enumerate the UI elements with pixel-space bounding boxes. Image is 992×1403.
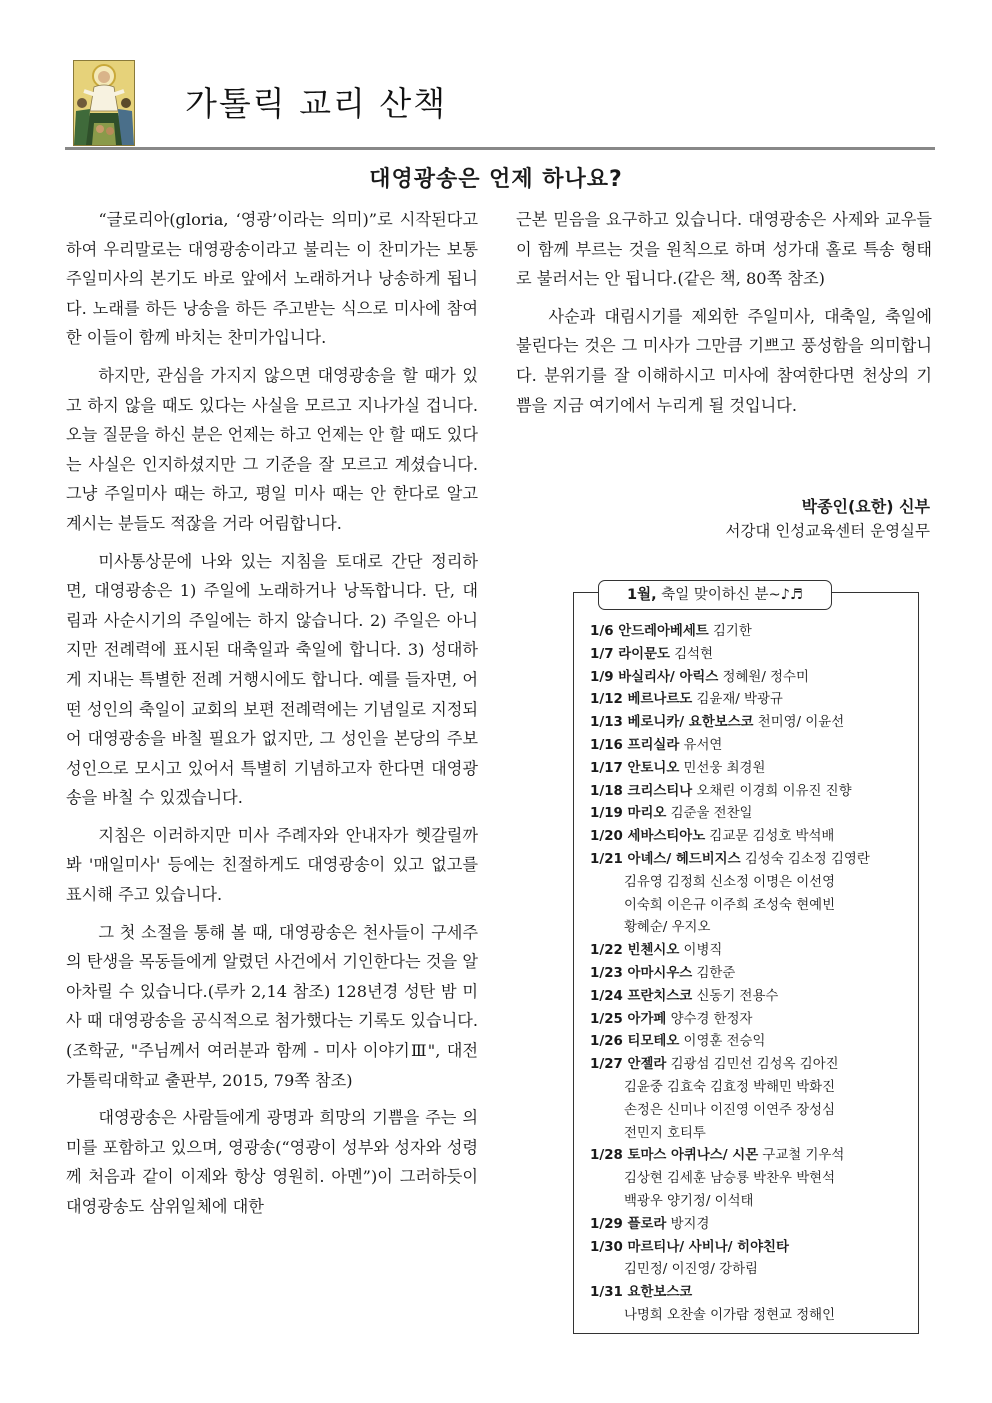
feast-entry [590,689,910,712]
celebrant-names: 신동기 전용수 [692,988,779,1004]
section-title: 가톨릭 교리 산책 [185,84,448,123]
feast-date: 1/20 [590,829,628,845]
feast-date: 1/13 [590,715,628,731]
celebrant-names: 김광섬 김민선 김성옥 김아진 [666,1057,839,1073]
celebrant-names: 김준울 전찬일 [666,806,753,822]
saint-name: 플로라 [627,1216,667,1232]
saint-name: 크리스티나 [627,783,693,799]
feast-entry [590,1145,910,1168]
celebrant-names: 천미영/ 이윤선 [753,715,845,731]
celebrant-names: 방지경 [666,1216,710,1232]
feast-entry [590,1237,910,1260]
celebrant-names: 양수경 한정자 [666,1011,753,1027]
celebrant-names-continued: 김민정/ 이진영/ 강하림 [624,1262,758,1278]
celebrant-names-continued: 전민지 호티투 [624,1125,706,1141]
author-name: 박종인(요한) 신부 [801,497,930,516]
feast-entry [590,1054,910,1077]
celebrant-names-continued: 김유영 김정희 신소정 이명은 이선영 [624,874,836,890]
celebrant-names: 이병직 [679,943,723,959]
feast-date: 1/27 [590,1057,628,1073]
feast-date: 1/30 [590,1239,628,1255]
saint-name: 아마시우스 [627,965,693,981]
feast-entry [590,1031,910,1054]
feast-date: 1/12 [590,692,628,708]
celebrant-names: 정혜원/ 정수미 [718,669,809,685]
article-paragraph: 사순과 대림시기를 제외한 주일미사, 대축일, 축일에 불린다는 것은 그 미사가 그만큼 기쁘고 풍성함을 의미합니다. 분위기를 잘 이해하시고 미사에 참여한다면 천상의 기쁨을 지금 여기에서 누리게 될 것입니다. [516,306,932,415]
saint-name: 바실리사/ 아릭스 [618,669,719,685]
saint-name: 베르나르도 [627,692,693,708]
feast-date: 1/17 [590,760,628,776]
article-paragraph: 미사통상문에 나와 있는 지침을 토대로 간단 정리하면, 대영광송은 1) 주일에 노래하거나 낭독합니다. 단, 대림과 사순시기의 주일에는 하지 않습니다. 2) 주일은 아니지만 전례력에 표시된 대축일과 축일에 합니다. 3) 성대하게 지내는 특별한 전례 거행시에도 합니다. 예를 들자면, 어떤 성인의 축일이 교회의 보편 전례력에는 기념일로 지정되어 대영광송을 바칠 필요가 없지만, 그 성인을 본당의 주보성인으로 모시고 있어서 특별히 기념하고자 한다면 대영광송을 바칠 수 있겠습니다. [66,551,478,808]
saint-name: 마리오 [627,806,667,822]
christ-illustration-logo [73,60,135,146]
feast-entry [590,826,910,849]
saint-name: 안토니오 [627,760,680,776]
feast-date: 1/16 [590,737,628,753]
celebrant-names-continued: 김상현 김세훈 남승룡 박찬우 박현석 [624,1171,836,1187]
saint-name: 요한보스코 [627,1285,693,1301]
feast-date: 1/28 [590,1148,628,1164]
page-header [73,60,935,150]
saint-name: 세바스티아노 [627,829,706,845]
feast-entry [590,963,910,986]
celebrant-names-continued: 김윤중 김효숙 김효정 박해민 박화진 [624,1079,836,1095]
feast-entry [590,803,910,826]
feast-date: 1/25 [590,1011,628,1027]
feast-entry [590,621,910,644]
celebrant-names: 오채린 이경희 이유진 진향 [692,783,852,799]
feast-box-caption: 축일 맞이하신 분~♪♬ [656,587,803,603]
article-column-left [66,205,478,1222]
feast-entry [590,1282,910,1305]
saint-name: 프리실라 [627,737,680,753]
article-paragraph: 지침은 이러하지만 미사 주례자와 안내자가 헷갈릴까 봐 '매일미사' 등에는 친절하게도 대영광송이 있고 없고를 표시해 주고 있습니다. [66,825,478,905]
feast-entry [590,644,910,667]
feast-date: 1/23 [590,965,628,981]
saint-name: 티모테오 [627,1034,680,1050]
celebrant-names: 구교철 기우석 [758,1148,845,1164]
article-paragraph: 그 첫 소절을 통해 볼 때, 대영광송은 천사들이 구세주의 탄생을 목동들에게 알렸던 사건에서 기인한다는 것을 알아차릴 수 있습니다.(루카 2,14 참조) 128년경 성탄 밤 미사 때 대영광송을 공식적으로 첨가했다는 기록도 있습니다.(조학균, "주님께서 여러분과 함께 - 미사 이야기Ⅲ", 대전가톨릭대학교 출판부, 2015, 79쪽 참조) [66,922,478,1090]
feast-entry [590,667,910,690]
celebrant-names: 김기한 [708,624,752,639]
celebrant-names: 유서연 [679,737,723,753]
article-column-right [516,205,932,420]
feast-date: 1/6 [590,624,619,639]
celebrant-names: 김교문 김성호 박석배 [705,829,835,845]
feast-date: 1/18 [590,783,628,799]
celebrant-names: 김성숙 김소정 김영란 [740,851,870,867]
celebrant-names: 김석현 [669,646,713,662]
header-divider [65,147,935,150]
article-paragraph: “글로리아(gloria, ‘영광’이라는 의미)”로 시작된다고 하여 우리말로는 대영광송이라고 불리는 이 찬미가는 보통 주일미사의 본기도 바로 앞에서 노래하거나 낭송하게 됩니다. 노래를 하든 낭송을 하든 주고받는 식으로 미사에 참여한 이들이 함께 바치는 찬미가입니다. [66,210,478,348]
feast-entry [590,1009,910,1032]
celebrant-names-continued: 나명희 오찬솔 이가람 정현교 정해인 [624,1307,836,1323]
feast-date: 1/29 [590,1216,628,1232]
celebrant-names: 이영훈 전승익 [679,1034,766,1050]
saint-name: 빈첸시오 [627,943,680,959]
feast-entry [590,940,910,963]
feast-entry [590,758,910,781]
feast-date: 1/22 [590,943,628,959]
celebrant-names: 민선웅 최경원 [679,760,766,776]
article-paragraph: 대영광송은 사람들에게 광명과 희망의 기쁨을 주는 의미를 포함하고 있으며, 영광송(“영광이 성부와 성자와 성령께 처음과 같이 이제와 항상 영원히. 아멘”)이 그러하듯이 대영광송도 삼위일체에 대한 [66,1108,478,1216]
celebrant-names: 김윤재/ 박광규 [692,692,783,708]
saint-name: 아가페 [627,1011,667,1027]
feast-box-month: 1월, [627,587,657,603]
saint-name: 마르티나/ 사비나/ 히야친타 [627,1239,789,1255]
feast-entry [590,986,910,1009]
feast-date: 1/21 [590,851,628,867]
feast-entry [590,781,910,804]
article-paragraph: 하지만, 관심을 가지지 않으면 대영광송을 할 때가 있고 하지 않을 때도 있다는 사실을 모르고 지나가실 겁니다. 오늘 질문을 하신 분은 언제는 하고 언제는 안 할 때도 있다는 사실은 인지하셨지만 그 기준을 잘 모르고 계셨습니다. 그냥 주일미사 때는 하고, 평일 미사 때는 안 한다로 알고 계시는 분들도 적잖을 거라 어림합니다. [66,365,478,533]
feast-entry [590,849,910,872]
feast-date: 1/26 [590,1034,628,1050]
christ-illustration-icon [74,61,134,145]
saint-name: 안드레아베세트 [618,624,709,639]
celebrant-names-continued: 백광우 양기정/ 이석태 [624,1193,754,1209]
article-paragraph: 근본 믿음을 요구하고 있습니다. 대영광송은 사제와 교우들이 함께 부르는 것을 원칙으로 하며 성가대 홀로 특송 형태로 불러서는 안 됩니다.(같은 책, 80쪽 참조) [516,210,932,289]
feast-entry [590,735,910,758]
feast-date: 1/19 [590,806,628,822]
feast-entry [590,1214,910,1237]
saint-name: 안젤라 [627,1057,667,1073]
celebrant-names: 김한준 [692,965,736,981]
celebrant-names-continued: 손정은 신미나 이진영 이연주 장성심 [624,1102,836,1118]
feast-date: 1/9 [590,669,619,685]
feast-date: 1/24 [590,988,628,1004]
saint-name: 아녜스/ 헤드비지스 [627,851,741,867]
celebrant-names-continued: 이숙희 이은규 이주희 조성숙 현예빈 [624,897,836,913]
article-title: 대영광송은 언제 하나요? [369,167,623,192]
saint-name: 프란치스코 [627,988,693,1004]
saint-name: 라이문도 [618,646,670,662]
saint-name: 베로니카/ 요한보스코 [627,715,754,731]
feast-box-title [598,580,832,610]
celebrant-names-continued: 황혜순/ 우지오 [624,920,711,936]
feast-date: 1/31 [590,1285,628,1301]
feast-entry [590,712,910,735]
author-role: 서강대 인성교육센터 운영실무 [725,522,930,540]
feast-date: 1/7 [590,646,619,662]
feast-day-list [590,621,910,1328]
saint-name: 토마스 아퀴나스/ 시몬 [627,1148,759,1164]
